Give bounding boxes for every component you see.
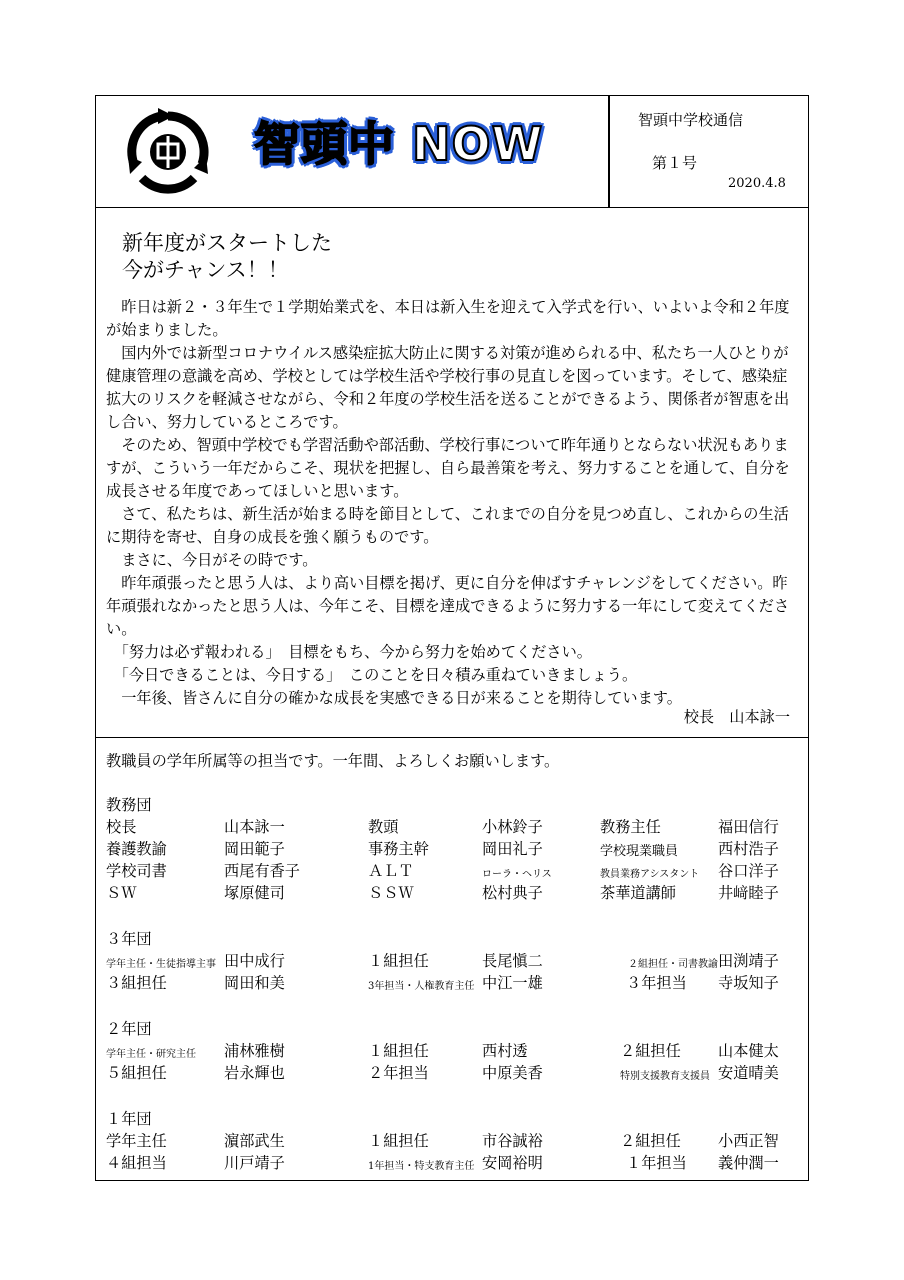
staff-name: 長尾愼二 — [482, 952, 543, 970]
role: ３年担当 — [626, 974, 687, 992]
role: 特別支援教育支援員 — [620, 1071, 710, 1082]
paragraph: まさに、今日がその時です。 — [106, 551, 318, 569]
staff-name: 寺坂知子 — [718, 974, 779, 992]
role: ２年担当 — [368, 1064, 429, 1082]
staff-name: 岡田範子 — [224, 840, 285, 858]
staff-row — [106, 950, 806, 972]
article-body — [106, 296, 796, 710]
staff-name: 岩永輝也 — [224, 1064, 285, 1082]
staff-row — [106, 816, 806, 838]
newsletter-frame — [95, 95, 809, 1181]
role: ３組担任 — [106, 974, 167, 992]
group-title: ３年団 — [106, 930, 152, 948]
role: 3年担当・人権教育主任 — [368, 981, 475, 992]
paragraph: 「努力は必ず報われる」 目標をもち、今から努力を始めてください。 — [106, 643, 592, 661]
staff-name: 岡田和美 — [224, 974, 285, 992]
role: 養護教諭 — [106, 840, 167, 858]
role: ＳＳＷ — [368, 884, 414, 902]
staff-name: 西村透 — [482, 1042, 528, 1060]
masthead — [96, 96, 808, 208]
staff-name: 谷口洋子 — [718, 862, 779, 880]
role: １組担任 — [368, 1132, 429, 1150]
issue-number: 第１号 — [652, 154, 698, 172]
headline — [122, 230, 332, 284]
staff-name: 塚原健司 — [224, 884, 285, 902]
staff-name: 中江一雄 — [482, 974, 543, 992]
role: 学校司書 — [106, 862, 167, 880]
group-title: ２年団 — [106, 1020, 152, 1038]
staff-row — [106, 860, 806, 882]
role: 教員業務アシスタント — [600, 869, 700, 880]
role: ５組担任 — [106, 1064, 167, 1082]
group-title: 教務団 — [106, 796, 152, 814]
staff-name: 中原美香 — [482, 1064, 543, 1082]
role: 教務主任 — [600, 818, 661, 836]
role: 学年主任・生徒指導主事 — [106, 959, 216, 970]
role: ２組担任・司書教諭 — [628, 959, 718, 970]
group-title: １年団 — [106, 1110, 152, 1128]
role: ２組担任 — [620, 1042, 681, 1060]
staff-name: 山本詠一 — [224, 818, 285, 836]
staff-name: 田中成行 — [224, 952, 285, 970]
staff-row — [106, 972, 806, 994]
paragraph: 一年後、皆さんに自分の確かな成長を実感できる日が来ることを期待しています。 — [106, 689, 682, 707]
headline-line-1: 新年度がスタートした — [122, 231, 332, 255]
role: 校長 — [106, 818, 137, 836]
staff-name: 濵部武生 — [224, 1132, 285, 1150]
newsletter-title: 智頭中 NOW — [254, 117, 544, 171]
staff-row — [106, 1130, 806, 1152]
staff-name: 浦林雅樹 — [224, 1042, 285, 1060]
staff-name: 西村浩子 — [718, 840, 779, 858]
role: ＳＷ — [106, 884, 137, 902]
role: 学年主任・研究主任 — [106, 1049, 196, 1060]
paragraph: さて、私たちは、新生活が始まる時を節目として、これまでの自分を見つめ直し、これからの生活に期待を寄せ、自身の成長を強く願うものです。 — [106, 505, 789, 546]
school-emblem-icon — [122, 106, 214, 198]
header-divider — [608, 96, 610, 208]
role: 1年担当・特支教育主任 — [368, 1161, 475, 1172]
role: 学年主任 — [106, 1132, 167, 1150]
paragraph: 昨年頑張ったと思う人は、より高い目標を掲げ、更に自分を伸ばすチャレンジをしてください。昨年頑張れなかったと思う人は、今年こそ、目標を達成できるように努力する一年にして変えてください。 — [106, 574, 790, 638]
issue-date: 2020.4.8 — [728, 176, 786, 191]
role: 教頭 — [368, 818, 399, 836]
role: 学校現業職員 — [600, 844, 679, 859]
staff-name: 岡田礼子 — [482, 840, 543, 858]
role: ４組担当 — [106, 1154, 167, 1172]
staff-section — [96, 738, 808, 1180]
staff-name: ローラ・ヘリス — [482, 869, 552, 880]
signature: 校長 山本詠一 — [683, 708, 790, 726]
staff-name: 小林鈴子 — [482, 818, 543, 836]
role: １組担任 — [368, 952, 429, 970]
role: ２組担任 — [620, 1132, 681, 1150]
staff-row — [106, 838, 806, 860]
staff-name: 松村典子 — [482, 884, 543, 902]
staff-row — [106, 1152, 806, 1174]
role: 事務主幹 — [368, 840, 429, 858]
staff-name: 川戸靖子 — [224, 1154, 285, 1172]
role: 茶華道講師 — [600, 884, 676, 902]
staff-row — [106, 1040, 806, 1062]
publication-name: 智頭中学校通信 — [638, 111, 744, 129]
staff-name: 福田信行 — [718, 818, 779, 836]
principal-message — [96, 208, 808, 738]
headline-line-2: 今がチャンス！！ — [122, 258, 289, 282]
staff-name: 市谷誠裕 — [482, 1132, 543, 1150]
role: ＡＬＴ — [368, 862, 414, 880]
paragraph: 「今日できることは、今日する」 このことを日々積み重ねていきましょう。 — [106, 666, 638, 684]
staff-intro: 教職員の学年所属等の担当です。一年間、よろしくお願いします。 — [106, 752, 560, 770]
staff-name: 義仲潤一 — [718, 1154, 779, 1172]
role: １年担当 — [626, 1154, 687, 1172]
paragraph: 昨日は新２・３年生で１学期始業式を、本日は新入生を迎えて入学式を行い、いよいよ令和２年度が始まりました。 — [106, 298, 790, 339]
staff-name: 小西正智 — [718, 1132, 779, 1150]
role: １組担任 — [368, 1042, 429, 1060]
paragraph: 国内外では新型コロナウイルス感染症拡大防止に関する対策が進められる中、私たち一人ひとりが健康管理の意識を高め、学校としては学校生活や学校行事の見直しを図っています。そして、感染症拡大のリスクを軽減させながら、令和２年度の学校生活を送ることができるよう、関係者が智恵を出し合い、努力しているところです。 — [106, 344, 790, 431]
staff-name: 安道晴美 — [718, 1064, 779, 1082]
staff-name: 田渕靖子 — [718, 952, 779, 970]
staff-row — [106, 1062, 806, 1084]
staff-name: 西尾有香子 — [224, 862, 300, 880]
staff-name: 山本健太 — [718, 1042, 779, 1060]
staff-name: 井﨑睦子 — [718, 884, 779, 902]
staff-row — [106, 882, 806, 904]
paragraph: そのため、智頭中学校でも学習活動や部活動、学校行事について昨年通りとならない状況もありますが、こういう一年だからこそ、現状を把握し、自ら最善策を考え、努力することを通して、自分を成長させる年度であってほしいと思います。 — [106, 436, 790, 500]
staff-name: 安岡裕明 — [482, 1154, 543, 1172]
